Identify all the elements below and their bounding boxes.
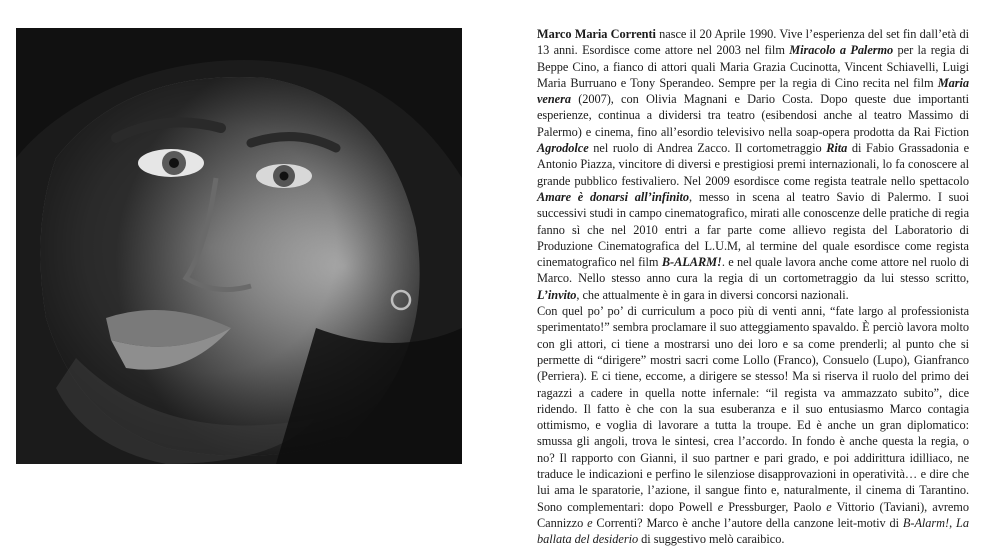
emphasis-run: B-Alarm! [902, 515, 950, 530]
text-run: di Fabio Grassadonia e Antonio Piazza, vincitore di diversi e prestigiosi premi internazionali, lo fa conoscere al grande pubblico festivaliero. Nel 2009 esordisce come regista teatrale nello spettacolo [537, 141, 969, 188]
emphasis-run: L’invito [537, 287, 577, 302]
emphasis-run: e [587, 515, 593, 530]
emphasis-run: Marco Maria Correnti [537, 27, 656, 41]
emphasis-run: Miracolo a Palermo [789, 43, 894, 58]
text-run: nasce il 20 Aprile 1990. Vive l’esperienza del set fin dall’età di 13 anni. Esordisce come attore nel 2003 nel film [537, 27, 970, 58]
bio-paragraph-2 [537, 303, 969, 547]
text-run: , [949, 515, 957, 530]
emphasis-run: e [717, 499, 724, 514]
bio-paragraph-1 [537, 26, 969, 303]
text-run: , messo in scena al teatro Savio di Palermo. I suoi successivi studi in campo cinematografico, mirati alle conoscenze delle pratiche di regia fanno sì che nel 2010 entri a far parte come allievo regista del Laboratorio di Produzione Cinematografica del L.U.M, al termine del quale esordisce come regista cinematografico nel film [537, 189, 970, 270]
text-run: , che attualmente è in gara in diversi concorsi nazionali. [576, 287, 849, 302]
emphasis-run: e [826, 499, 832, 514]
portrait-illustration [16, 28, 462, 464]
portrait-photo [16, 28, 462, 464]
text-run: . e nel quale lavora anche come attore nel ruolo di Marco. Nello stesso anno cura la regia di un cortometraggio da lui stesso scritto, [537, 255, 969, 286]
text-run: Con quel po’ po’ di curriculum a poco più di venti anni, “fate largo al professionista sperimentato!” sembra proclamare il suo atteggiamento spavaldo. È perciò lavora molto con gli attori, ci tiene a mostrarsi uno dei loro e sa come prenderli; al punto che si permette di “dirigere” mostri sacri come Lollo (Franco), Consuelo (Lupo), Gianfranco (Perriera). E ci tiene, eccome, a dirigere se stesso! Ma si riserva il ruolo del primo dei ragazzi a cadere in quella notte infernale: “il regista va ammazzato subito”, dice ridendo. Il fatto è che con la sua esuberanza e il suo entusiasmo Marco contagia ottimismo, e voglia di lavorare a tutta la troupe. Ed è anche un gran diplomatico: smussa gli angoli, trova le sintesi, crea l’accordo. In fondo è anche questa la regia, o no? Il rapporto con Gianni, il suo partner e pari grado, e poi addirittura idilliaco, ne traduce le indicazioni e perfino le silenziose disapprovazioni in operatività… e dire che lui ama le sparatorie, l’azione, il sangue finto e, naturalmente, il cinema di Tarantino. Sono complementari: dopo Powell [537, 304, 969, 514]
emphasis-run: B-ALARM! [661, 255, 722, 270]
emphasis-run: Rita [826, 141, 848, 156]
emphasis-run: Agrodolce [537, 141, 589, 156]
text-run: di suggestivo melò caraibico. [638, 532, 785, 547]
text-run: Vittorio (Taviani), avremo Cannizzo [537, 499, 969, 530]
text-run: Pressburger, Paolo [723, 499, 827, 514]
text-run: (2007), con Olivia Magnani e Dario Costa. Dopo queste due importanti esperienze, continua a dividersi tra teatro (esibendosi anche al teatro Massimo di Palermo) e cinema, fino all’esordio televisivo nella soap-opera prodotta da Rai Fiction [537, 92, 969, 139]
text-run: Correnti? Marco è anche l’autore della canzone leit-motiv di [592, 515, 903, 530]
text-run: nel ruolo di Andrea Zacco. Il cortometraggio [588, 141, 827, 156]
emphasis-run: Maria venera [537, 75, 969, 107]
emphasis-run: La ballata del desiderio [537, 515, 969, 547]
emphasis-run: Amare è donarsi all’infinito [537, 189, 690, 204]
biography-text [537, 26, 969, 548]
text-run: per la regia di Beppe Cino, a fianco di attori quali Maria Grazia Cucinotta, Vincent Schiavelli, Luigi Maria Burruano e Tony Sperandeo. Sempre per la regia di Cino recita nel film [537, 43, 970, 90]
